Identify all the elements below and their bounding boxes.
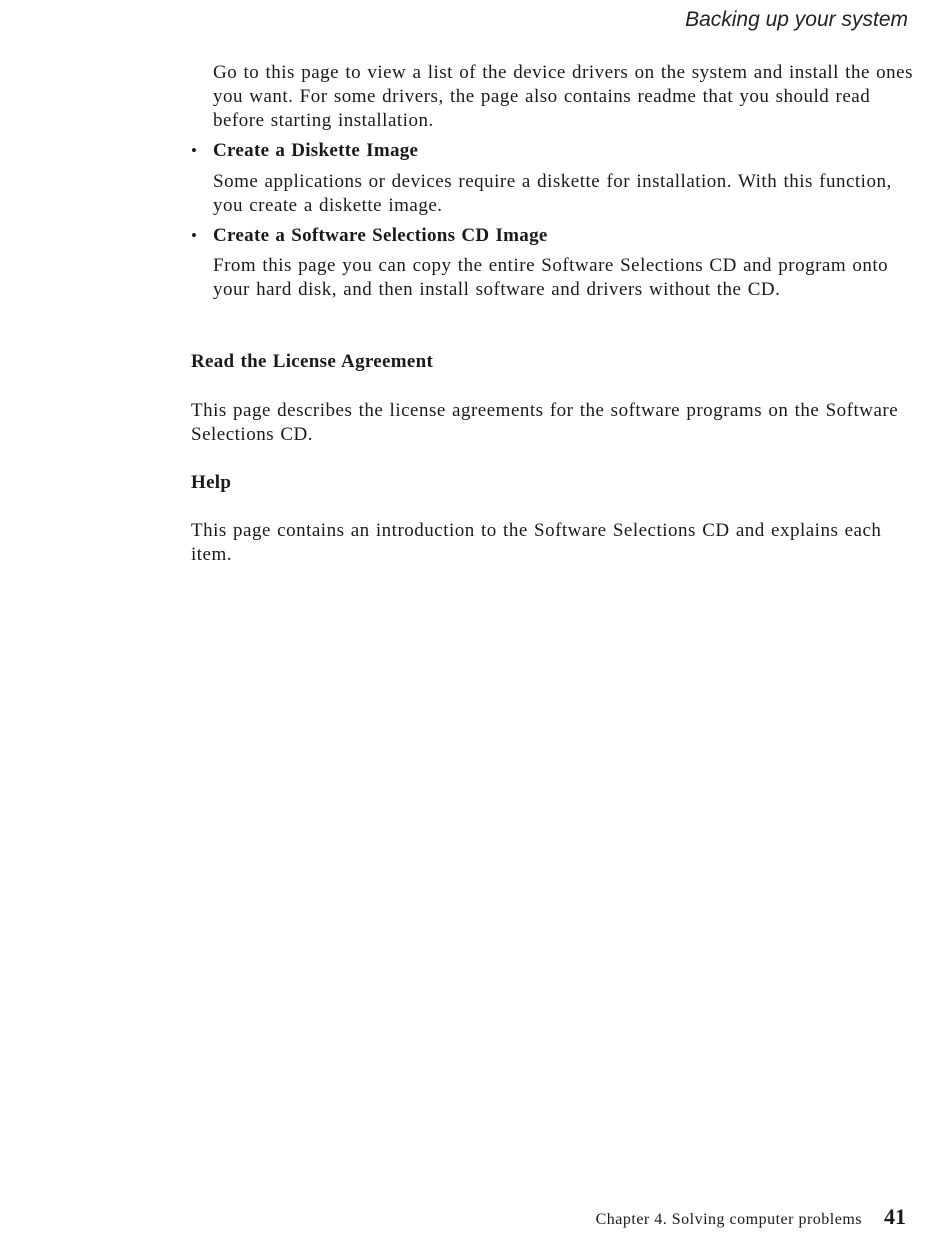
list-item-title: Create a Diskette Image <box>213 140 419 161</box>
list-item <box>191 139 913 163</box>
section-heading: Read the License Agreement <box>191 351 434 372</box>
footer-chapter-title: Chapter 4. Solving computer problems <box>595 1211 862 1228</box>
section-body: This page contains an introduction to the Software Selections CD and explains each item. <box>191 520 882 565</box>
list-item-description: From this page you can copy the entire Software Selections CD and program onto your hard disk, and then install software and drivers without the CD. <box>213 255 889 300</box>
bullet-icon: • <box>191 226 198 245</box>
list-item <box>191 224 913 248</box>
page-number: 41 <box>884 1204 906 1229</box>
page-footer <box>596 1204 906 1230</box>
running-header: Backing up your system <box>685 8 908 31</box>
list-item-title: Create a Software Selections CD Image <box>213 225 548 246</box>
section-body: This page describes the license agreements for the software programs on the Software Selections CD. <box>191 400 899 445</box>
intro-paragraph: Go to this page to view a list of the device drivers on the system and install the ones you want. For some drivers, the page also contains readme that you should read before starting installation. <box>213 62 913 131</box>
section-heading: Help <box>191 472 232 493</box>
bullet-icon: • <box>191 141 198 160</box>
list-item-description: Some applications or devices require a diskette for installation. With this function, you create a diskette image. <box>213 171 892 216</box>
